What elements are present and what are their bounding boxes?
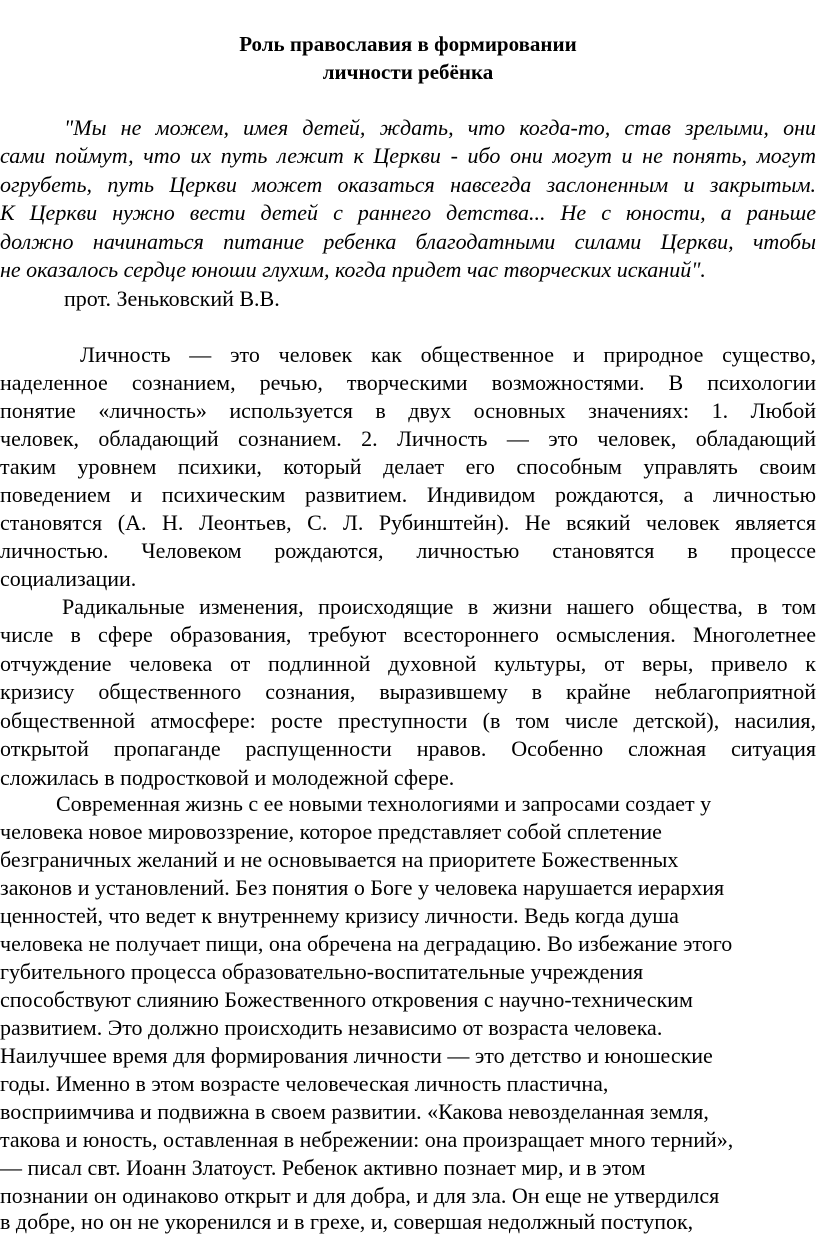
paragraph-line: личностью. Человеком рождаются, личностью становятся в процессе xyxy=(0,538,816,563)
paragraph-line: сложилась в подростковой и молодежной сфере. xyxy=(0,765,455,790)
paragraph-line: познании он одинаково открыт и для добра, и для зла. Он еще не утвердился xyxy=(0,1183,720,1208)
epigraph-line: сами поймут, что их путь лежит к Церкви - ибо они могут и не понять, могут xyxy=(0,143,816,168)
epigraph-line: огрубеть, путь Церкви может оказаться навсегда заслоненным и закрытым. xyxy=(0,172,816,197)
paragraph-line: становятся (А. Н. Леонтьев, С. Л. Рубинштейн). Не всякий человек является xyxy=(0,510,816,535)
paragraph-line: кризису общественного сознания, выразившему в крайне неблагоприятной xyxy=(0,679,816,704)
paragraph-line: законов и установлений. Без понятия о Боге у человека нарушается иерархия xyxy=(0,875,725,900)
epigraph-line: "Мы не можем, имея детей, ждать, что когда-то, став зрелыми, они xyxy=(64,115,816,140)
paragraph-line: восприимчива и подвижна в своем развитии. «Какова невозделанная земля, xyxy=(0,1099,709,1124)
document-title-line-2: личности ребёнка xyxy=(322,60,494,84)
epigraph-author: прот. Зеньковский В.В. xyxy=(64,286,280,311)
paragraph-line: человек, обладающий сознанием. 2. Личность — это человек, обладающий xyxy=(0,426,816,451)
paragraph-line: Радикальные изменения, происходящие в жизни нашего общества, в том xyxy=(62,594,816,619)
epigraph-line: не оказалось сердце юноши глухим, когда придет час творческих исканий". xyxy=(0,257,706,282)
paragraph-line: такова и юность, оставленная в небрежении: она произращает много терний», xyxy=(0,1127,734,1152)
paragraph-line: отчуждение человека от подлинной духовной культуры, от веры, привело к xyxy=(0,651,816,676)
epigraph-line: К Церкви нужно вести детей с раннего детства... Не с юности, а раньше xyxy=(0,200,816,225)
paragraph-line: способствуют слиянию Божественного откровения с научно-техническим xyxy=(0,987,693,1012)
paragraph-line: наделенное сознанием, речью, творческими возможностями. В психологии xyxy=(0,370,816,395)
paragraph-line: в добре, но он не укоренился и в грехе, и, совершая недолжный поступок, xyxy=(0,1209,694,1234)
paragraph-line: открытой пропаганде распущенности нравов. Особенно сложная ситуация xyxy=(0,736,816,761)
paragraph-line: социализации. xyxy=(0,566,137,591)
paragraph-line: человека не получает пищи, она обречена на деградацию. Во избежание этого xyxy=(0,931,733,956)
document-title-line-1: Роль православия в формировании xyxy=(239,32,577,56)
paragraph-line: понятие «личность» используется в двух основных значениях: 1. Любой xyxy=(0,398,816,423)
paragraph-line: — писал свт. Иоанн Златоуст. Ребенок активно познает мир, и в этом xyxy=(0,1155,646,1180)
paragraph-line: человека новое мировоззрение, которое представляет собой сплетение xyxy=(0,819,662,844)
paragraph-line: числе в сфере образования, требуют всестороннего осмысления. Многолетнее xyxy=(0,622,816,647)
paragraph-line: общественной атмосфере: росте преступности (в том числе детской), насилия, xyxy=(0,708,816,733)
epigraph-line: должно начинаться питание ребенка благодатными силами Церкви, чтобы xyxy=(0,229,816,254)
paragraph-line: Современная жизнь с ее новыми технологиями и запросами создает у xyxy=(56,791,712,816)
paragraph-line: Наилучшее время для формирования личности — это детство и юношеские xyxy=(0,1043,713,1068)
paragraph-line: Личность — это человек как общественное и природное существо, xyxy=(80,342,816,367)
paragraph-line: поведением и психическим развитием. Индивидом рождаются, а личностью xyxy=(0,482,816,507)
paragraph-line: безграничных желаний и не основывается на приоритете Божественных xyxy=(0,847,679,872)
paragraph-line: губительного процесса образовательно-воспитательные учреждения xyxy=(0,959,644,984)
paragraph-line: развитием. Это должно происходить независимо от возраста человека. xyxy=(0,1015,663,1040)
paragraph-line: годы. Именно в этом возрасте человеческая личность пластична, xyxy=(0,1071,609,1096)
paragraph-line: таким уровнем психики, который делает его способным управлять своим xyxy=(0,454,816,479)
paragraph-line: ценностей, что ведет к внутреннему кризису личности. Ведь когда душа xyxy=(0,903,679,928)
